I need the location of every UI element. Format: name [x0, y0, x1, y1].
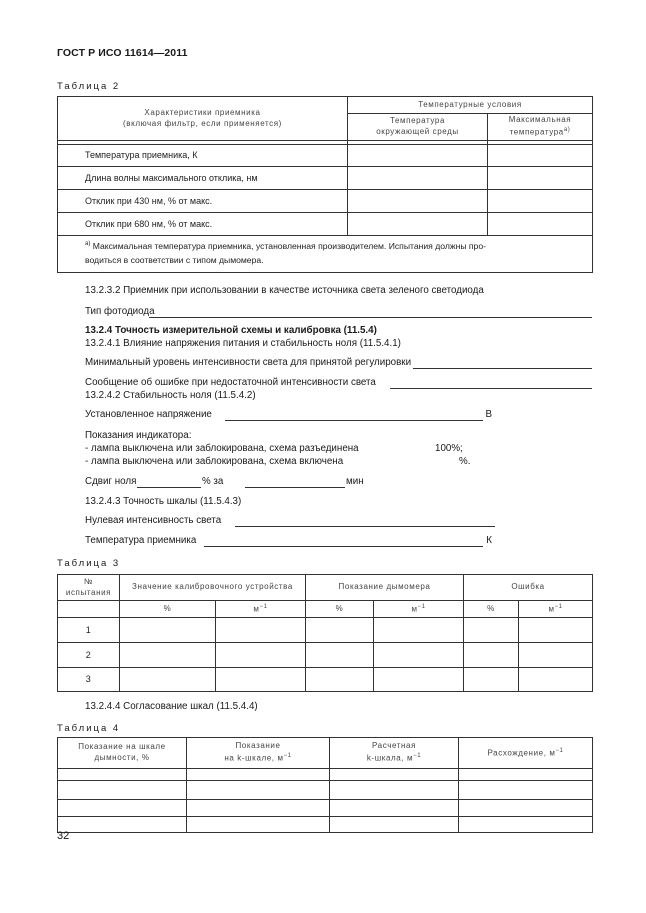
- zero-intensity-line: Нулевая интенсивность света: [85, 515, 495, 526]
- table4-head-calculated-k: Расчетная k-шкала, $м^{-1}$: [330, 738, 459, 769]
- table3: № испытания Значение калибровочного устройства Показание дымомера Ошибка % $м^{-1}$ % $м^{-1}$ % $м^{-1}$ 1 2 3: [57, 574, 593, 692]
- section-13-2-4: 13.2.4 Точность измерительной схемы и калибровка (11.5.4): [85, 325, 377, 336]
- table3-head-smoke-meter: Показание дымомера: [306, 575, 464, 601]
- table4: [57, 737, 593, 833]
- table-row: 1: [58, 618, 120, 643]
- table3-head-calibration: Значение калибровочного устройства: [120, 575, 306, 601]
- receiver-temp-line: Температура приемника К: [85, 535, 492, 546]
- table2-caption: Таблица 2: [57, 81, 121, 92]
- table-row: Отклик при 430 нм, % от макс.: [58, 190, 348, 213]
- page-number: 32: [57, 830, 70, 842]
- min-level-line: Минимальный уровень интенсивности света для принятой регулировки: [85, 357, 592, 368]
- lamp-connected-value: %.: [459, 456, 471, 467]
- table2-footnote: $^{a)}$ Максимальная температура приемника, установленная производителем. Испытания должны про- водиться в соответствии с типом дымомера.: [58, 236, 593, 273]
- error-message-line: Сообщение об ошибке при недостаточной интенсивности света: [85, 377, 592, 388]
- table2: [57, 96, 593, 273]
- document-header: ГОСТ Р ИСО 11614—2011: [57, 47, 188, 59]
- table-row: 3: [58, 668, 120, 692]
- photodiode-type-line: Тип фотодиода: [85, 306, 592, 317]
- table-row: Температура приемника, К: [58, 145, 348, 167]
- lamp-disconnected: - лампа выключена или заблокирована, схема разъединена: [85, 443, 359, 454]
- lamp-disconnected-value: 100%;: [435, 443, 463, 454]
- table3-caption: Таблица 3: [57, 558, 121, 569]
- section-13-2-4-1: 13.2.4.1 Влияние напряжения питания и стабильность ноля (11.5.4.1): [85, 338, 401, 349]
- table2-head-temp-conditions: Температурные условия: [348, 97, 593, 114]
- table3-head-error: Ошибка: [464, 575, 593, 601]
- table-row: Длина волны максимального отклика, нм: [58, 167, 348, 190]
- section-13-2-4-3: 13.2.4.3 Точность шкалы (11.5.4.3): [85, 496, 242, 507]
- section-13-2-4-2: 13.2.4.2 Стабильность ноля (11.5.4.2): [85, 390, 256, 401]
- table4-head-k-scale: Показание на k-шкале, $м^{-1}$: [187, 738, 330, 769]
- table4-head-discrepancy: Расхождение, $м^{-1}$: [459, 738, 593, 769]
- table2-head-ambient: Температура окружающей среды: [348, 114, 488, 141]
- section-13-2-3-2: 13.2.3.2 Приемник при использовании в качестве источника света зеленого светодиода: [85, 285, 484, 296]
- table3-head-test-no: № испытания: [58, 575, 120, 601]
- table-row: 2: [58, 643, 120, 668]
- lamp-connected: - лампа выключена или заблокирована, схема включена: [85, 456, 344, 467]
- table4-head-smoke-scale: Показание на шкале дымности, %: [58, 738, 187, 769]
- table2-head-characteristics: Характеристики приемника (включая фильтр, если применяется): [58, 97, 348, 141]
- table-row: Отклик при 680 нм, % от макс.: [58, 213, 348, 236]
- indicator-label: Показания индикатора:: [85, 430, 192, 441]
- table4-caption: Таблица 4: [57, 723, 121, 734]
- table2-head-max: Максимальная температура$^{a)}$: [488, 114, 593, 141]
- section-13-2-4-4: 13.2.4.4 Согласование шкал (11.5.4.4): [85, 701, 258, 712]
- voltage-line: Установленное напряжение В: [85, 409, 492, 420]
- zero-shift-line: Сдвиг ноля % за мин: [85, 476, 364, 487]
